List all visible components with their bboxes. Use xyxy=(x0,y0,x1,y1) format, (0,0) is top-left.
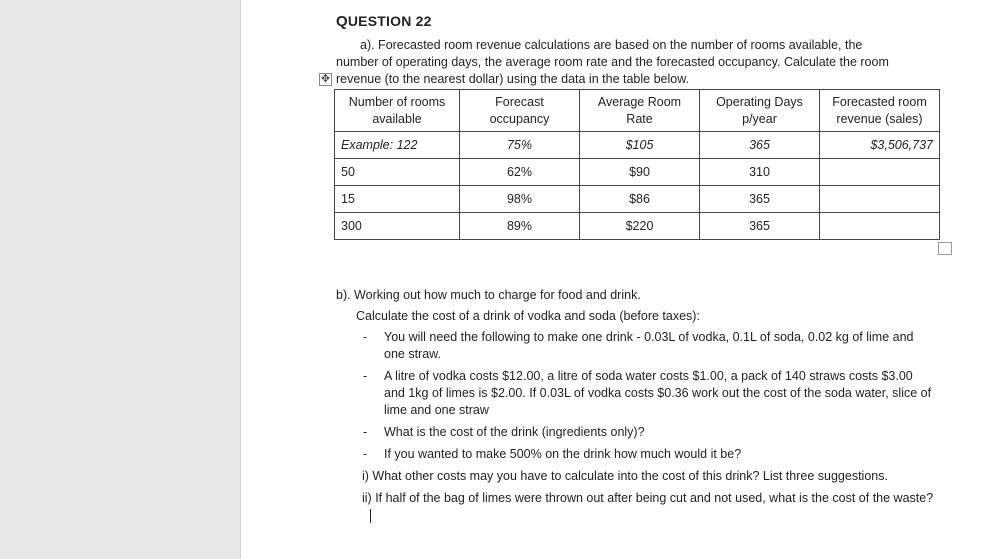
cell-occupancy[interactable]: 89% xyxy=(460,213,580,240)
question-i: i) What other costs may you have to calculate into the cost of this drink? List three suggestions. xyxy=(362,469,888,483)
header-rooms: Number of rooms available xyxy=(335,90,460,132)
revenue-table xyxy=(334,89,940,240)
cell-occupancy[interactable]: 62% xyxy=(460,159,580,186)
table-row-example xyxy=(335,132,940,159)
cell-rooms[interactable]: Example: 122 xyxy=(335,132,460,159)
table-row xyxy=(335,159,940,186)
cell-rate[interactable]: $220 xyxy=(580,213,700,240)
cell-revenue[interactable] xyxy=(820,213,940,240)
part-b xyxy=(336,287,936,529)
cell-rate[interactable]: $105 xyxy=(580,132,700,159)
header-room-rate: Average Room Rate xyxy=(580,90,700,132)
cell-rate[interactable]: $90 xyxy=(580,159,700,186)
cell-occupancy[interactable]: 98% xyxy=(460,186,580,213)
part-a-line-2: number of operating days, the average room rate and the forecasted occupancy. Calculate the room xyxy=(336,55,889,69)
header-operating-days: Operating Days p/year xyxy=(700,90,820,132)
cell-revenue[interactable]: $3,506,737 xyxy=(820,132,940,159)
list-item: - If you wanted to make 500% on the drink how much would it be? xyxy=(363,447,742,461)
header-occupancy: Forecast occupancy xyxy=(460,90,580,132)
header-revenue: Forecasted room revenue (sales) xyxy=(820,90,940,132)
cell-days[interactable]: 310 xyxy=(700,159,820,186)
table-move-handle-icon[interactable]: ✥ xyxy=(320,73,331,85)
part-b-instruction: Calculate the cost of a drink of vodka and soda (before taxes): xyxy=(356,309,700,323)
cell-revenue[interactable] xyxy=(820,186,940,213)
document-page xyxy=(241,0,1002,559)
cell-occupancy[interactable]: 75% xyxy=(460,132,580,159)
cell-days[interactable]: 365 xyxy=(700,132,820,159)
cell-rooms[interactable]: 50 xyxy=(335,159,460,186)
part-a-intro xyxy=(336,37,931,88)
cell-rooms[interactable]: 300 xyxy=(335,213,460,240)
part-a-line-3: revenue (to the nearest dollar) using the data in the table below. xyxy=(336,72,690,86)
table-resize-handle[interactable] xyxy=(938,242,952,255)
question-ii[interactable]: ii) If half of the bag of limes were thrown out after being cut and not used, what is the cost of the waste? xyxy=(336,490,936,524)
cell-days[interactable]: 365 xyxy=(700,213,820,240)
question-title-initial: Q xyxy=(336,13,348,30)
part-a-line-1: a). Forecasted room revenue calculations are based on the number of rooms available, the xyxy=(360,38,863,52)
list-item: - What is the cost of the drink (ingredients only)? xyxy=(363,425,645,439)
question-title xyxy=(336,13,432,30)
list-item: - You will need the following to make one drink - 0.03L of vodka, 0.1L of soda, 0.02 kg of lime and one straw. xyxy=(363,330,914,361)
cell-rooms[interactable]: 15 xyxy=(335,186,460,213)
cell-rate[interactable]: $86 xyxy=(580,186,700,213)
table-row xyxy=(335,186,940,213)
navigation-pane xyxy=(0,0,241,559)
table-row xyxy=(335,213,940,240)
text-cursor xyxy=(370,509,371,523)
question-title-rest: UESTION 22 xyxy=(347,13,432,29)
cell-revenue[interactable] xyxy=(820,159,940,186)
table-header-row xyxy=(335,90,940,132)
list-item: - A litre of vodka costs $12.00, a litre of soda water costs $1.00, a pack of 140 straws costs $3.00 and 1kg of limes is $2.00. If 0.03L of vodka costs $0.36 work out the cost of the soda water, slice of lime and one straw xyxy=(363,369,932,417)
part-b-bullet-list xyxy=(336,329,936,463)
part-b-title: b). Working out how much to charge for food and drink. xyxy=(336,288,641,302)
cell-days[interactable]: 365 xyxy=(700,186,820,213)
